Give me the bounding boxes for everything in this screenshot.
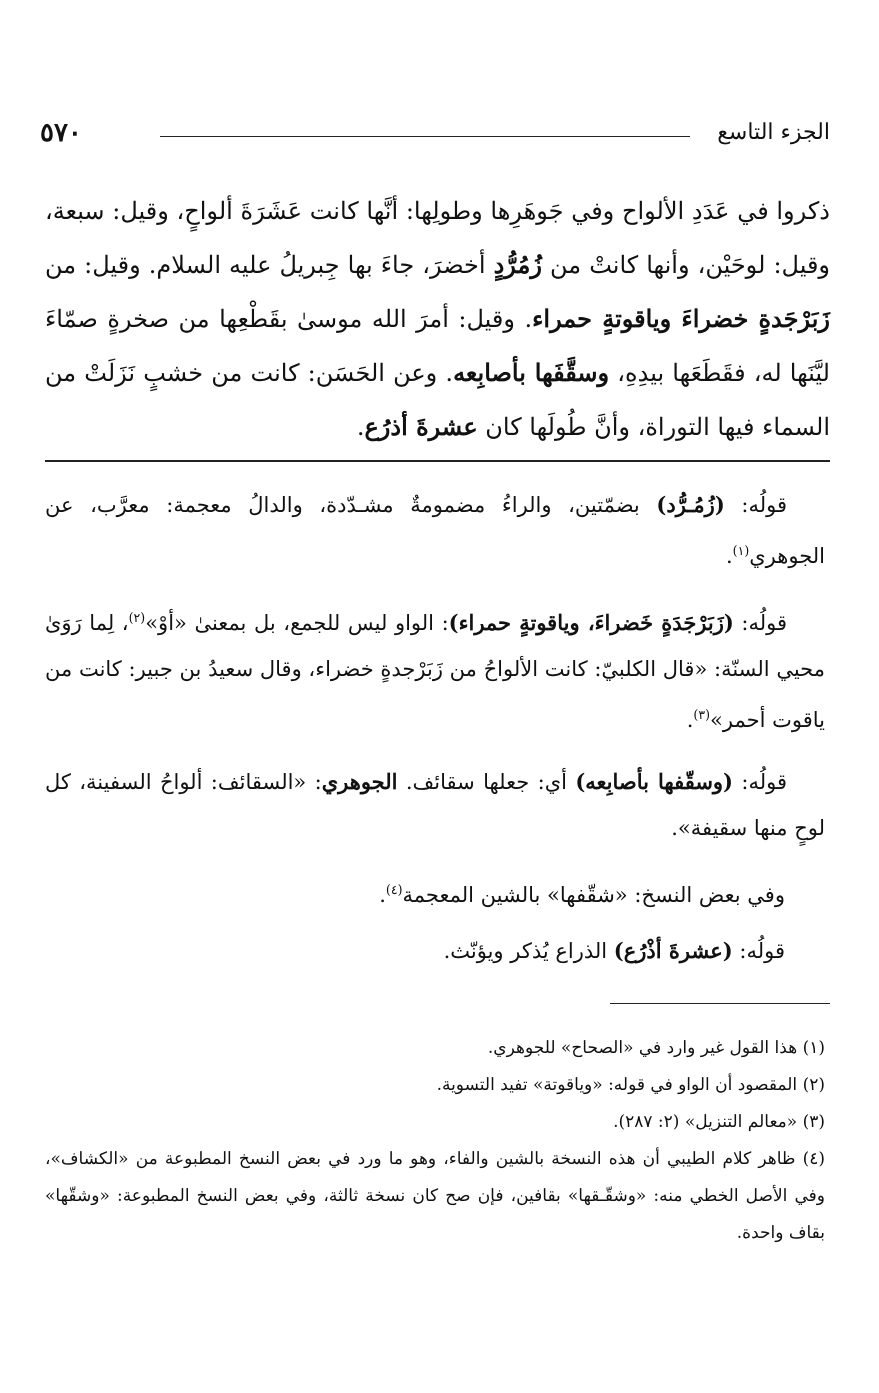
main-text-segment: أخضرَ، جاءَ بها جِبريلُ عليه السلام. وقيل: من <box>45 251 494 279</box>
commentary-text: أي: جعلها سقائف. <box>397 770 576 794</box>
commentary-paragraph <box>45 482 825 579</box>
commentary-term: (زَبَرْجَدَةٍ خَضراءَ، وياقوتةٍ حمراء) <box>448 610 734 635</box>
footnote-number: (١) <box>802 1038 825 1058</box>
main-text-segment: . وعن الحَسَن: كانت من خشبٍ نَزَلَتْ من السماء فيها التوراة، وأنَّ طُولَها كان <box>45 359 830 441</box>
footnote-text: ظاهر كلام الطيبي أن هذه النسخة بالشين والفاء، وهو ما ورد في بعض النسخ المطبوعة من «الكشاف»، وفي الأصل الخطي منه: «وشقّـقها» بقافين، فإن صح كان نسخة ثالثة، وفي بعض النسخ المطبوعة: «وشقّها» بقاف واحدة. <box>45 1149 825 1243</box>
commentary-tail: . <box>671 816 678 840</box>
footnote-ref: (١) <box>732 543 750 558</box>
commentary-paragraph <box>45 759 825 851</box>
commentary-paragraph <box>45 928 825 974</box>
page-header <box>40 118 830 158</box>
footnote-number: (٣) <box>802 1112 825 1132</box>
footnote-ref: (٢) <box>128 610 146 625</box>
main-paragraph <box>45 185 830 454</box>
main-text-segment: . وقيل: أمرَ الله موسىٰ بقَطْعِها من صخرةٍ صمّاءَ ليَّنَها له، فقَطَعَها بيدِهِ، <box>45 305 830 387</box>
commentary-paragraph <box>45 595 825 743</box>
commentary <box>45 482 825 984</box>
main-text-segment: ذكروا في عَدَدِ الألواح وفي جَوهَرِها وطولِها: أنَّها كانت عَشَرَةَ ألواحٍ، وقيل: سبعة، وقيل: لوحَيْن، وأنها كانتْ من <box>45 197 831 279</box>
footnote <box>45 1030 825 1067</box>
commentary-lead: قولُه: <box>733 770 787 794</box>
footnote-ref: (٣) <box>693 707 711 722</box>
footnote-text: المقصود أن الواو في قوله: «وياقوتة» تفيد التسوية. <box>436 1075 798 1095</box>
commentary-lead: قولُه: <box>732 939 785 963</box>
commentary-term: (وسقّفها بأصابِعه) <box>575 769 733 794</box>
main-text-highlight: زَبَرْجَدةٍ خضراءَ وياقوتةٍ حمراء <box>532 304 831 333</box>
main-text-highlight: زُمُرُّدٍ <box>493 250 542 279</box>
footnote-ref: (٤) <box>385 882 403 897</box>
commentary-text: : الواو ليس للجمع، بل بمعنىٰ «أوْ» <box>145 611 449 635</box>
commentary-paragraph <box>45 867 825 918</box>
main-text <box>45 185 830 454</box>
footnotes <box>45 1030 825 1252</box>
footnote <box>45 1141 825 1252</box>
main-text-divider <box>45 460 830 462</box>
main-text-highlight: عشرةَ أذرُع <box>364 412 478 441</box>
commentary-tail: . <box>686 708 694 732</box>
footnote <box>45 1104 825 1141</box>
footnote-number: (٤) <box>802 1149 825 1169</box>
commentary-text: ، لِما رَوَىٰ محيي السنّة: «قال الكلبيّ: كانت الألواحُ من زَبَرْجدةٍ خضراء، وقال سعيدُ بن جبير: كانت من ياقوت أحمر» <box>45 611 825 732</box>
footnote-text: «معالم التنزيل» (٢: ٢٨٧). <box>613 1112 798 1132</box>
footnote-text: هذا القول غير وارد في «الصحاح» للجوهري. <box>487 1038 798 1058</box>
commentary-text: وفي بعض النسخ: «شقّفها» بالشين المعجمة <box>402 883 785 907</box>
main-text-highlight: وسقَّفَها بأصابِعه <box>453 358 610 387</box>
main-text-segment: . <box>356 413 365 441</box>
footnote <box>45 1067 825 1104</box>
volume-title: الجزء التاسع <box>717 120 830 145</box>
commentary-tail: . <box>725 544 733 568</box>
page-number: ٥٧٠ <box>40 118 82 148</box>
commentary-text: الذراع يُذكر ويؤنّث. <box>443 939 614 963</box>
commentary-tail: . <box>379 883 386 907</box>
header-rule <box>160 136 690 137</box>
commentary-text: : «السقائف: ألواحُ السفينة، كل لوحٍ منها سقيفة» <box>45 770 825 840</box>
commentary-text: بضمّتين، والراءُ مضمومةٌ مشـدّدة، والدالُ معجمة: معرَّب، عن الجوهري <box>45 493 825 568</box>
commentary-term: الجوهري <box>321 769 398 794</box>
commentary-term: (زُمُـرُّد) <box>656 492 725 517</box>
commentary-lead: قولُه: <box>733 611 788 635</box>
commentary-lead: قولُه: <box>724 493 787 517</box>
footnote-divider <box>610 1003 830 1004</box>
footnote-number: (٢) <box>802 1075 825 1095</box>
commentary-term: (عشرةَ أذْرُع) <box>613 938 733 963</box>
